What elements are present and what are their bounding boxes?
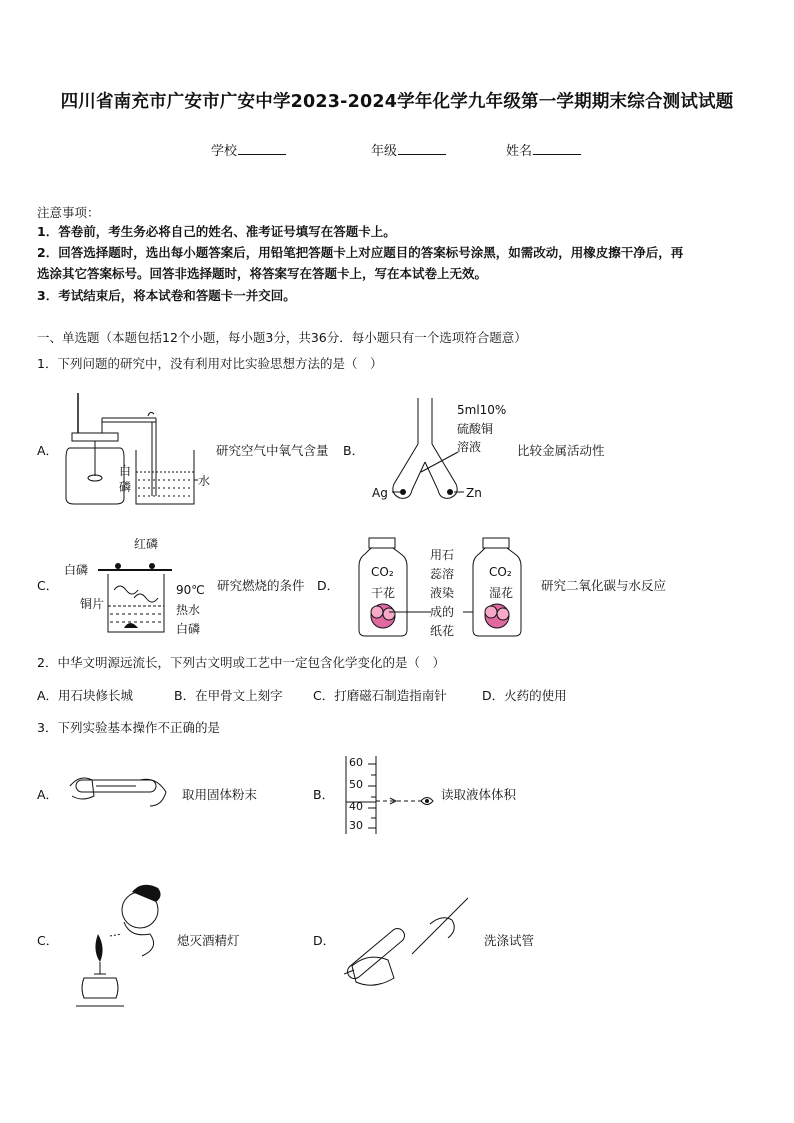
q1-option-a-letter: A． [37,443,59,458]
q3-option-d-desc: 洗涤试管 [484,933,535,948]
q3-option-a-desc: 取用固体粉末 [182,787,258,802]
grade-blank [398,142,446,155]
cylinder-tick-40: 40 [349,800,363,813]
q1a-label-phosphorus: 磷 [119,480,132,494]
q1d-label-co2-right: CO₂ [489,565,512,579]
q2-option-b: B．在甲骨文上刻字 [174,688,283,703]
washing-test-tube-figure [344,894,480,998]
note-item: 2．回答选择题时，选出每小题答案后，用铅笔把答题卡上对应题目的答案标号涂黑，如需改动，用橡皮擦干净后，再 [37,245,684,260]
q1b-label-copper-sulfate: 硫酸铜 [457,422,494,436]
note-item: 选涂其它答案标号。回答非选择题时，将答案写在答题卡上，写在本试卷上无效。 [37,266,488,281]
q1d-label-dry-flower: 干花 [371,586,396,600]
name-blank [533,142,581,155]
q1-option-a-desc: 研究空气中氧气含量 [216,443,329,458]
cylinder-tick-50: 50 [349,778,363,791]
blowing-alcohol-lamp-figure [70,878,170,1016]
q1c-label-red-phosphorus: 红磷 [134,537,159,551]
question-3-stem: 3．下列实验基本操作不正确的是 [37,720,220,735]
q1d-label-co2-left: CO₂ [371,565,394,579]
q3-option-c-letter: C． [37,933,59,948]
school-blank [238,142,286,155]
notes-heading: 注意事项： [37,205,100,220]
note-item: 1．答卷前，考生务必将自己的姓名、准考证号填写在答题卡上。 [37,224,396,239]
cylinder-tick-30: 30 [349,819,363,832]
q1b-label-ag: Ag [372,486,388,500]
name-label: 姓名 [506,144,533,159]
q3-option-b-letter: B． [313,787,335,802]
q1a-label-white: 白 [119,464,132,478]
q1d-label-wet-flower: 湿花 [489,586,514,600]
q1a-label-water: 水 [198,474,211,488]
school-field [211,140,286,159]
test-tube-powder-figure [66,766,170,814]
q1-option-c-letter: C． [37,578,59,593]
q1d-label-litmus-4: 成的 [430,605,455,619]
q1d-label-litmus-5: 纸花 [430,624,455,638]
q1c-label-hot-water: 热水 [176,603,201,617]
q2-option-d: D．火药的使用 [482,688,567,703]
note-item: 3．考试结束后，将本试卷和答题卡一并交回。 [37,288,296,303]
combustion-conditions-figure [94,548,176,642]
q1c-label-white-phosphorus-top: 白磷 [64,563,89,577]
oxygen-content-apparatus-figure [58,388,218,512]
name-field [506,140,581,159]
q1-option-c-desc: 研究燃烧的条件 [217,578,305,593]
q3-option-d-letter: D． [313,933,336,948]
grade-field [371,140,446,159]
cylinder-tick-60: 60 [349,756,363,769]
q1-option-d-letter: D． [317,578,340,593]
eye-icon [420,794,434,808]
page-title: 四川省南充市广安市广安中学2023-2024学年化学九年级第一学期期末综合测试试题 [60,92,734,112]
grade-label: 年级 [371,144,398,159]
q1c-label-white-phosphorus-bottom: 白磷 [176,622,201,636]
q3-option-c-desc: 熄灭酒精灯 [177,933,240,948]
q1-option-b-desc: 比较金属活动性 [517,443,605,458]
q1d-label-litmus-1: 用石 [430,548,455,562]
q3-option-a-letter: A． [37,787,59,802]
q1b-label-zn: Zn [466,486,482,500]
q1b-label-solution: 溶液 [457,440,482,454]
question-2-stem: 2．中华文明源远流长，下列古文明或工艺中一定包含化学变化的是（ ） [37,655,445,670]
q2-option-a: A．用石块修长城 [37,688,134,703]
section-heading: 一、单选题（本题包括12个小题，每小题3分，共36分．每小题只有一个选项符合题意） [37,330,527,345]
q1d-label-litmus-2: 蕊溶 [430,567,455,581]
q1c-label-copper-sheet: 铜片 [80,597,105,611]
q1-option-b-letter: B． [343,443,365,458]
q1d-label-litmus-3: 液染 [430,586,455,600]
q1c-label-90c: 90℃ [176,583,205,597]
q1b-label-5ml: 5ml10% [457,403,507,417]
q3-option-b-desc: 读取液体体积 [441,787,517,802]
question-1-stem: 1．下列问题的研究中，没有利用对比实验思想方法的是（ ） [37,356,383,371]
q2-option-c: C．打磨磁石制造指南针 [313,688,447,703]
q1-option-d-desc: 研究二氧化碳与水反应 [541,578,667,593]
school-label: 学校 [211,144,238,159]
